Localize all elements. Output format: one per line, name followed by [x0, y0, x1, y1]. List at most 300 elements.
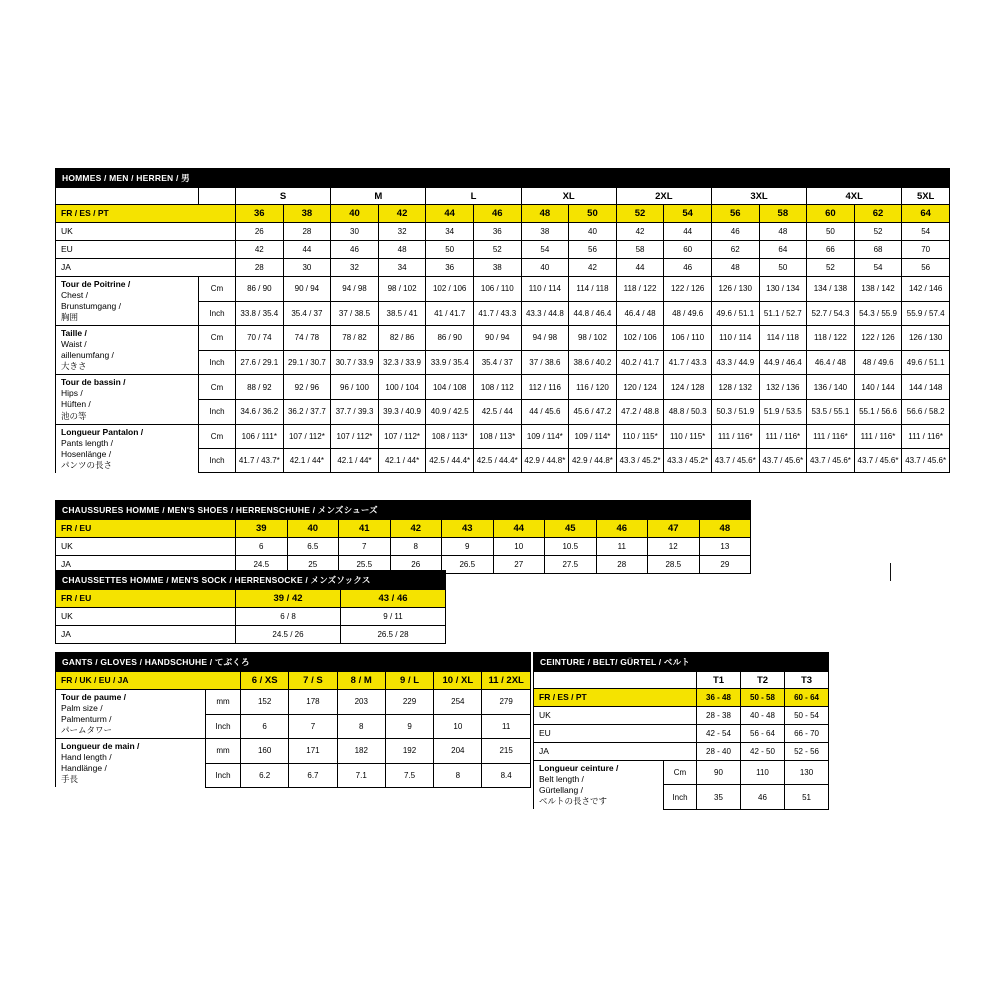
ja-v14: 56	[902, 259, 950, 277]
shoes-ja-2: 25.5	[339, 556, 391, 574]
gloves-size-label: FR / UK / EU / JA	[56, 672, 241, 690]
uk-v8: 42	[616, 223, 664, 241]
gloves-palm-mm-row	[56, 690, 531, 715]
belt-eu-0: 42 - 54	[697, 725, 741, 743]
shoes-table	[55, 500, 751, 574]
waist-cm-14: 126 / 130	[902, 326, 950, 351]
hips-cm-8: 120 / 124	[616, 375, 664, 400]
pants-cm-10: 111 / 116*	[711, 424, 759, 448]
shoes-label-uk: UK	[56, 538, 236, 556]
waist-cm-13: 122 / 126	[854, 326, 902, 351]
chest-in-9: 48 / 49.6	[664, 301, 712, 326]
shoes-fr-0: 39	[236, 520, 288, 538]
fr-v11: 58	[759, 205, 807, 223]
eu-v11: 64	[759, 241, 807, 259]
eu-v7: 56	[569, 241, 617, 259]
gloves-table	[55, 652, 531, 788]
chest-cm-0: 86 / 90	[236, 277, 284, 302]
hips-cm-4: 104 / 108	[426, 375, 474, 400]
gloves-size-row	[56, 672, 531, 690]
chest-cm-9: 122 / 126	[664, 277, 712, 302]
pants-in-7: 42.9 / 44.8*	[569, 448, 617, 472]
waist-cm-7: 98 / 102	[569, 326, 617, 351]
unit-inch-palm: Inch	[206, 714, 241, 739]
size-group-m: M	[331, 188, 426, 205]
uk-v11: 48	[759, 223, 807, 241]
page-tick-mark	[890, 563, 891, 581]
chest-in-14: 55.9 / 57.4	[902, 301, 950, 326]
belt-table-block	[533, 652, 828, 810]
measure-label-hand-length: Longueur de main / Hand length / Handlänge / 手長	[56, 739, 206, 788]
shoes-row-uk	[56, 538, 751, 556]
eu-v1: 44	[283, 241, 331, 259]
pants-in-10: 43.7 / 45.6*	[711, 448, 759, 472]
eu-v12: 66	[807, 241, 855, 259]
ja-v10: 48	[711, 259, 759, 277]
chest-cm-1: 90 / 94	[283, 277, 331, 302]
eu-v4: 50	[426, 241, 474, 259]
gloves-size-4: 10 / XL	[434, 672, 482, 690]
shoes-ja-7: 28	[596, 556, 648, 574]
hips-cm-2: 96 / 100	[331, 375, 379, 400]
waist-in-14: 49.6 / 51.1	[902, 350, 950, 375]
socks-row-uk	[56, 608, 446, 626]
palm-mm-4: 254	[434, 690, 482, 715]
hand-mm-5: 215	[482, 739, 530, 763]
chest-in-10: 49.6 / 51.1	[711, 301, 759, 326]
waist-cm-11: 114 / 118	[759, 326, 807, 351]
shoes-uk-4: 9	[442, 538, 494, 556]
waist-cm-8: 102 / 106	[616, 326, 664, 351]
ja-v12: 52	[807, 259, 855, 277]
belt-len-in-0: 35	[697, 785, 741, 809]
socks-label-fr: FR / EU	[56, 590, 236, 608]
pants-in-2: 42.1 / 44*	[331, 448, 379, 472]
chest-in-4: 41 / 41.7	[426, 301, 474, 326]
belt-len-in-1: 46	[741, 785, 785, 809]
unit-inch-hand: Inch	[206, 763, 241, 787]
ja-v13: 54	[854, 259, 902, 277]
hips-cm-12: 136 / 140	[807, 375, 855, 400]
palm-in-0: 6	[241, 714, 289, 739]
shoes-row-fr	[56, 520, 751, 538]
hips-cm-3: 100 / 104	[378, 375, 426, 400]
belt-ja-0: 28 - 40	[697, 743, 741, 761]
waist-in-1: 29.1 / 30.7	[283, 350, 331, 375]
eu-v5: 52	[473, 241, 521, 259]
ja-v9: 46	[664, 259, 712, 277]
hand-mm-2: 182	[337, 739, 385, 763]
hips-cm-7: 116 / 120	[569, 375, 617, 400]
ja-v3: 34	[378, 259, 426, 277]
waist-cm-5: 90 / 94	[473, 326, 521, 351]
belt-len-cm-2: 130	[785, 761, 829, 785]
waist-cm-4: 86 / 90	[426, 326, 474, 351]
pants-cm-13: 111 / 116*	[854, 424, 902, 448]
hips-in-9: 48.8 / 50.3	[664, 399, 712, 424]
pants-in-0: 41.7 / 43.7*	[236, 448, 284, 472]
chest-in-12: 52.7 / 54.3	[807, 301, 855, 326]
fr-v6: 48	[521, 205, 569, 223]
measure-label-chest: Tour de Poitrine / Chest / Brunstumgang / 胸囲	[56, 277, 199, 326]
chest-cm-5: 106 / 110	[473, 277, 521, 302]
waist-in-8: 40.2 / 41.7	[616, 350, 664, 375]
eu-v6: 54	[521, 241, 569, 259]
belt-eu-1: 56 - 64	[741, 725, 785, 743]
shoes-ja-9: 29	[699, 556, 751, 574]
gloves-title: GANTS / GLOVES / HANDSCHUHE / てぶくろ	[56, 653, 531, 672]
gloves-title-row	[56, 653, 531, 672]
fr-v3: 42	[378, 205, 426, 223]
men-size-table	[55, 168, 950, 473]
hips-cm-11: 132 / 136	[759, 375, 807, 400]
pants-in-12: 43.7 / 45.6*	[807, 448, 855, 472]
unit-mm-palm: mm	[206, 690, 241, 715]
belt-row-uk	[534, 707, 829, 725]
belt-uk-1: 40 - 48	[741, 707, 785, 725]
pants-cm-11: 111 / 116*	[759, 424, 807, 448]
gloves-table-block	[55, 652, 530, 788]
chest-cm-10: 126 / 130	[711, 277, 759, 302]
belt-len-in-2: 51	[785, 785, 829, 809]
chest-in-7: 44.8 / 46.4	[569, 301, 617, 326]
palm-in-3: 9	[385, 714, 433, 739]
size-group-4xl: 4XL	[807, 188, 902, 205]
belt-label-uk: UK	[534, 707, 697, 725]
chest-in-3: 38.5 / 41	[378, 301, 426, 326]
hand-mm-3: 192	[385, 739, 433, 763]
belt-row-fr	[534, 689, 829, 707]
waist-in-10: 43.3 / 44.9	[711, 350, 759, 375]
shoes-fr-3: 42	[390, 520, 442, 538]
unit-inch-waist: Inch	[199, 350, 236, 375]
row-label-ja: JA	[56, 259, 236, 277]
uk-v10: 46	[711, 223, 759, 241]
shoes-ja-0: 24.5	[236, 556, 288, 574]
size-group-2xl: 2XL	[616, 188, 711, 205]
uk-v7: 40	[569, 223, 617, 241]
uk-v14: 54	[902, 223, 950, 241]
shoes-uk-6: 10.5	[545, 538, 597, 556]
hips-cm-14: 144 / 148	[902, 375, 950, 400]
fr-v5: 46	[473, 205, 521, 223]
men-row-uk	[56, 223, 950, 241]
ja-v8: 44	[616, 259, 664, 277]
hips-cm-13: 140 / 144	[854, 375, 902, 400]
row-label-eu: EU	[56, 241, 236, 259]
shoes-uk-0: 6	[236, 538, 288, 556]
men-row-eu	[56, 241, 950, 259]
belt-uk-0: 28 - 38	[697, 707, 741, 725]
socks-table	[55, 570, 446, 644]
gloves-size-3: 9 / L	[385, 672, 433, 690]
unit-inch-hips: Inch	[199, 399, 236, 424]
uk-v2: 30	[331, 223, 379, 241]
ja-v6: 40	[521, 259, 569, 277]
hand-in-4: 8	[434, 763, 482, 787]
hips-in-5: 42.5 / 44	[473, 399, 521, 424]
hips-in-0: 34.6 / 36.2	[236, 399, 284, 424]
fr-v7: 50	[569, 205, 617, 223]
chest-cm-6: 110 / 114	[521, 277, 569, 302]
chest-in-13: 54.3 / 55.9	[854, 301, 902, 326]
uk-v5: 36	[473, 223, 521, 241]
belt-title: CEINTURE / BELT/ GÜRTEL / ベルト	[534, 653, 829, 672]
hand-in-3: 7.5	[385, 763, 433, 787]
fr-v1: 38	[283, 205, 331, 223]
unit-inch-belt: Inch	[664, 785, 697, 809]
socks-row-ja	[56, 626, 446, 644]
chest-cm-8: 118 / 122	[616, 277, 664, 302]
measure-label-pants-length: Longueur Pantalon / Pants length / Hosenlänge / パンツの長さ	[56, 424, 199, 473]
measure-label-waist: Taille / Waist / aillenumfang / 大きさ	[56, 326, 199, 375]
belt-label-eu: EU	[534, 725, 697, 743]
hips-cm-6: 112 / 116	[521, 375, 569, 400]
pants-cm-5: 108 / 113*	[473, 424, 521, 448]
hips-in-3: 39.3 / 40.9	[378, 399, 426, 424]
hips-in-13: 55.1 / 56.6	[854, 399, 902, 424]
palm-in-5: 11	[482, 714, 530, 739]
gloves-size-5: 11 / 2XL	[482, 672, 530, 690]
belt-fr-1: 50 - 58	[741, 689, 785, 707]
chest-cm-14: 142 / 146	[902, 277, 950, 302]
pants-in-14: 43.7 / 45.6*	[902, 448, 950, 472]
hips-cm-1: 92 / 96	[283, 375, 331, 400]
hips-in-14: 56.6 / 58.2	[902, 399, 950, 424]
belt-len-cm-1: 110	[741, 761, 785, 785]
waist-in-9: 41.7 / 43.3	[664, 350, 712, 375]
chest-cm-4: 102 / 106	[426, 277, 474, 302]
waist-in-7: 38.6 / 40.2	[569, 350, 617, 375]
shoes-uk-9: 13	[699, 538, 751, 556]
belt-row-ja	[534, 743, 829, 761]
shoes-ja-8: 28.5	[648, 556, 700, 574]
waist-cm-2: 78 / 82	[331, 326, 379, 351]
uk-v6: 38	[521, 223, 569, 241]
ja-v11: 50	[759, 259, 807, 277]
pants-in-8: 43.3 / 45.2*	[616, 448, 664, 472]
pants-in-11: 43.7 / 45.6*	[759, 448, 807, 472]
hand-in-2: 7.1	[337, 763, 385, 787]
palm-mm-1: 178	[289, 690, 337, 715]
socks-uk-1: 9 / 11	[341, 608, 446, 626]
hips-cm-0: 88 / 92	[236, 375, 284, 400]
shoes-uk-2: 7	[339, 538, 391, 556]
gloves-size-1: 7 / S	[289, 672, 337, 690]
pants-in-6: 42.9 / 44.8*	[521, 448, 569, 472]
pants-cm-14: 111 / 116*	[902, 424, 950, 448]
row-label-fr: FR / ES / PT	[56, 205, 236, 223]
pants-cm-7: 109 / 114*	[569, 424, 617, 448]
belt-t-header-row	[534, 672, 829, 689]
pants-in-9: 43.3 / 45.2*	[664, 448, 712, 472]
uk-v3: 32	[378, 223, 426, 241]
hand-mm-1: 171	[289, 739, 337, 763]
palm-mm-0: 152	[241, 690, 289, 715]
shoes-fr-1: 40	[287, 520, 339, 538]
eu-v0: 42	[236, 241, 284, 259]
men-hips-cm-row	[56, 375, 950, 400]
waist-cm-10: 110 / 114	[711, 326, 759, 351]
hand-mm-0: 160	[241, 739, 289, 763]
pants-in-5: 42.5 / 44.4*	[473, 448, 521, 472]
pants-in-4: 42.5 / 44.4*	[426, 448, 474, 472]
chest-cm-13: 138 / 142	[854, 277, 902, 302]
hips-cm-10: 128 / 132	[711, 375, 759, 400]
unit-cm-waist: Cm	[199, 326, 236, 351]
waist-cm-6: 94 / 98	[521, 326, 569, 351]
eu-v14: 70	[902, 241, 950, 259]
socks-ja-0: 24.5 / 26	[236, 626, 341, 644]
waist-in-3: 32.3 / 33.9	[378, 350, 426, 375]
pants-cm-8: 110 / 115*	[616, 424, 664, 448]
shoes-fr-8: 47	[648, 520, 700, 538]
hips-in-10: 50.3 / 51.9	[711, 399, 759, 424]
shoes-uk-3: 8	[390, 538, 442, 556]
row-label-uk: UK	[56, 223, 236, 241]
waist-cm-9: 106 / 110	[664, 326, 712, 351]
measure-label-hips: Tour de bassin / Hips / Hüften / 池の等	[56, 375, 199, 424]
socks-label-ja: JA	[56, 626, 236, 644]
pants-in-1: 42.1 / 44*	[283, 448, 331, 472]
uk-v9: 44	[664, 223, 712, 241]
chest-cm-12: 134 / 138	[807, 277, 855, 302]
unit-cm-chest: Cm	[199, 277, 236, 302]
fr-v10: 56	[711, 205, 759, 223]
ja-v1: 30	[283, 259, 331, 277]
palm-mm-5: 279	[482, 690, 530, 715]
shoes-fr-4: 43	[442, 520, 494, 538]
shoes-ja-4: 26.5	[442, 556, 494, 574]
fr-v8: 52	[616, 205, 664, 223]
size-group-l: L	[426, 188, 521, 205]
palm-in-4: 10	[434, 714, 482, 739]
waist-in-5: 35.4 / 37	[473, 350, 521, 375]
measure-label-belt-length: Longueur ceinture / Belt length / Gürtellang / ベルトの長さです	[534, 761, 664, 810]
shoes-uk-1: 6.5	[287, 538, 339, 556]
men-chest-cm-row	[56, 277, 950, 302]
belt-title-row	[534, 653, 829, 672]
socks-uk-0: 6 / 8	[236, 608, 341, 626]
shoes-fr-2: 41	[339, 520, 391, 538]
shoes-fr-9: 48	[699, 520, 751, 538]
hips-in-4: 40.9 / 42.5	[426, 399, 474, 424]
waist-in-12: 46.4 / 48	[807, 350, 855, 375]
waist-in-13: 48 / 49.6	[854, 350, 902, 375]
waist-cm-1: 74 / 78	[283, 326, 331, 351]
shoes-uk-5: 10	[493, 538, 545, 556]
belt-ja-2: 52 - 56	[785, 743, 829, 761]
eu-v10: 62	[711, 241, 759, 259]
pants-cm-2: 107 / 112*	[331, 424, 379, 448]
pants-cm-12: 111 / 116*	[807, 424, 855, 448]
hips-in-6: 44 / 45.6	[521, 399, 569, 424]
hips-in-1: 36.2 / 37.7	[283, 399, 331, 424]
waist-in-0: 27.6 / 29.1	[236, 350, 284, 375]
hips-in-11: 51.9 / 53.5	[759, 399, 807, 424]
belt-eu-2: 66 - 70	[785, 725, 829, 743]
gloves-hand-mm-row	[56, 739, 531, 763]
unit-mm-hand: mm	[206, 739, 241, 763]
shoes-uk-7: 11	[596, 538, 648, 556]
hips-in-7: 45.6 / 47.2	[569, 399, 617, 424]
palm-in-2: 8	[337, 714, 385, 739]
hips-cm-5: 108 / 112	[473, 375, 521, 400]
size-group-3xl: 3XL	[711, 188, 806, 205]
belt-fr-2: 60 - 64	[785, 689, 829, 707]
chest-in-2: 37 / 38.5	[331, 301, 379, 326]
belt-uk-2: 50 - 54	[785, 707, 829, 725]
belt-label-ja: JA	[534, 743, 697, 761]
eu-v13: 68	[854, 241, 902, 259]
shoes-title-row	[56, 501, 751, 520]
socks-fr-1: 43 / 46	[341, 590, 446, 608]
shoes-ja-5: 27	[493, 556, 545, 574]
shoes-uk-8: 12	[648, 538, 700, 556]
unit-cm-belt: Cm	[664, 761, 697, 785]
chest-in-6: 43.3 / 44.8	[521, 301, 569, 326]
fr-v12: 60	[807, 205, 855, 223]
size-group-xl: XL	[521, 188, 616, 205]
pants-cm-9: 110 / 115*	[664, 424, 712, 448]
waist-in-4: 33.9 / 35.4	[426, 350, 474, 375]
chest-in-1: 35.4 / 37	[283, 301, 331, 326]
waist-cm-12: 118 / 122	[807, 326, 855, 351]
belt-row-eu	[534, 725, 829, 743]
palm-mm-3: 229	[385, 690, 433, 715]
chest-cm-7: 114 / 118	[569, 277, 617, 302]
ja-v5: 38	[473, 259, 521, 277]
hand-in-5: 8.4	[482, 763, 530, 787]
eu-v3: 48	[378, 241, 426, 259]
hips-in-12: 53.5 / 55.1	[807, 399, 855, 424]
belt-len-cm-0: 90	[697, 761, 741, 785]
waist-in-6: 37 / 38.6	[521, 350, 569, 375]
chest-in-5: 41.7 / 43.3	[473, 301, 521, 326]
fr-v9: 54	[664, 205, 712, 223]
socks-title: CHAUSSETTES HOMME / MEN'S SOCK / HERRENSOCKE / メンズソックス	[56, 571, 446, 590]
size-group-s: S	[236, 188, 331, 205]
chest-in-8: 46.4 / 48	[616, 301, 664, 326]
pants-cm-0: 106 / 111*	[236, 424, 284, 448]
waist-in-11: 44.9 / 46.4	[759, 350, 807, 375]
shoes-label-fr: FR / EU	[56, 520, 236, 538]
belt-label-fr: FR / ES / PT	[534, 689, 697, 707]
eu-v8: 58	[616, 241, 664, 259]
ja-v4: 36	[426, 259, 474, 277]
shoes-title: CHAUSSURES HOMME / MEN'S SHOES / HERRENSCHUHE / メンズシューズ	[56, 501, 751, 520]
hand-in-0: 6.2	[241, 763, 289, 787]
mens-socks-table	[55, 570, 445, 644]
men-row-ja	[56, 259, 950, 277]
men-title: HOMMES / MEN / HERREN / 男	[56, 169, 950, 188]
eu-v9: 60	[664, 241, 712, 259]
uk-v12: 50	[807, 223, 855, 241]
chest-cm-11: 130 / 134	[759, 277, 807, 302]
socks-ja-1: 26.5 / 28	[341, 626, 446, 644]
socks-fr-0: 39 / 42	[236, 590, 341, 608]
measure-label-palm-size: Tour de paume / Palm size / Palmenturm / パームタワー	[56, 690, 206, 739]
unit-cm-pants: Cm	[199, 424, 236, 448]
palm-in-1: 7	[289, 714, 337, 739]
belt-length-cm-row	[534, 761, 829, 785]
hand-mm-4: 204	[434, 739, 482, 763]
shoes-fr-7: 46	[596, 520, 648, 538]
hips-in-8: 47.2 / 48.8	[616, 399, 664, 424]
waist-cm-3: 82 / 86	[378, 326, 426, 351]
chest-in-0: 33.8 / 35.4	[236, 301, 284, 326]
ja-v7: 42	[569, 259, 617, 277]
